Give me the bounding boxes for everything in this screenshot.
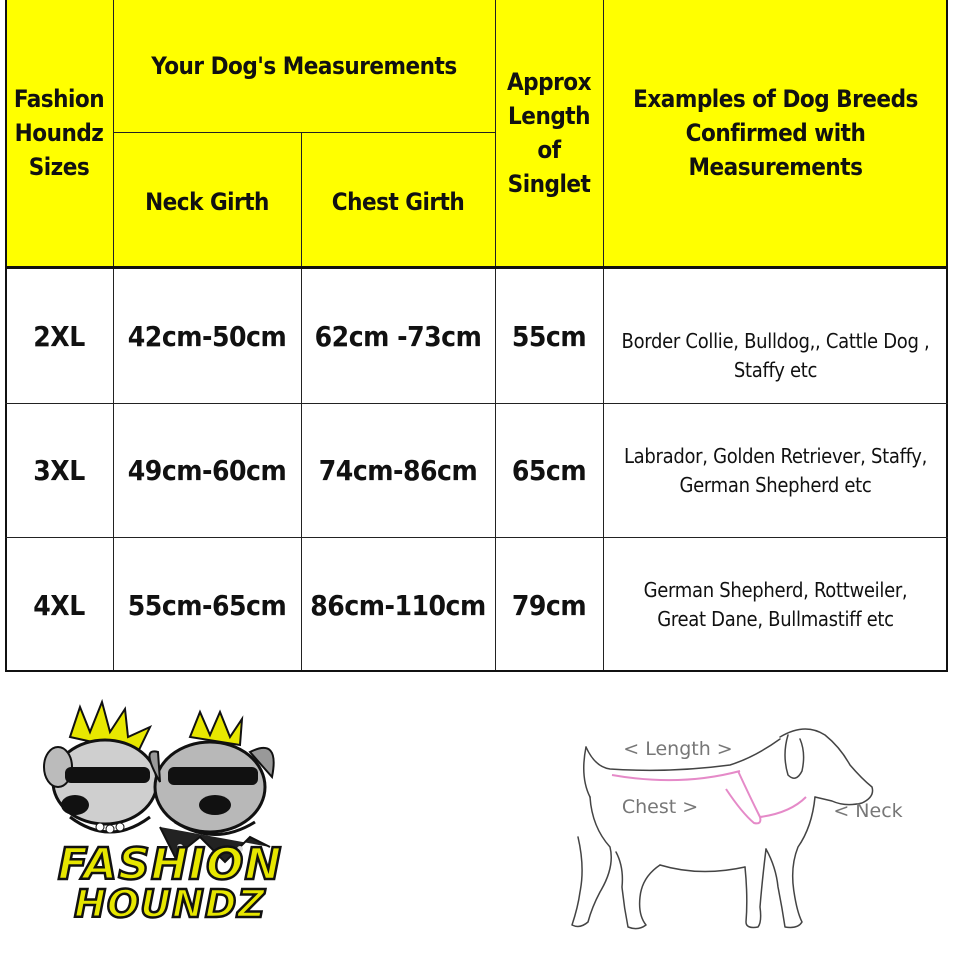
- header-chest-text: Chest Girth: [331, 188, 465, 216]
- row-divider: [5, 403, 948, 404]
- row-3xl-chest: [301, 404, 495, 537]
- dog-measurement-diagram: [550, 717, 910, 942]
- header-neck-text: Neck Girth: [145, 188, 269, 216]
- logo-line2: HOUNDZ: [74, 882, 266, 922]
- cell-text: German Shepherd, Rottweiler, Great Dane, Bullmastiff etc: [643, 578, 908, 631]
- cell-text: 49cm-60cm: [127, 454, 287, 487]
- cell-text: 42cm-50cm: [127, 319, 287, 353]
- header-bottom-border: [5, 266, 948, 269]
- table-border-right: [946, 0, 948, 672]
- dog-outline-icon: [550, 717, 910, 942]
- header-measurements: [113, 0, 495, 132]
- cell-text: Border Collie, Bulldog,, Cattle Dog , Staffy etc: [621, 329, 930, 382]
- row-4xl-neck: [113, 538, 301, 672]
- row-divider: [113, 132, 495, 133]
- logo-line1: FASHION: [57, 839, 283, 890]
- cell-text: 55cm-65cm: [127, 588, 287, 622]
- header-length-text: Approx Length of Singlet: [506, 68, 592, 198]
- header-size-text: Fashion Houndz Sizes: [13, 85, 105, 181]
- chest-label: Chest >: [621, 796, 699, 818]
- col-divider: [603, 0, 604, 672]
- cell-text: 79cm: [511, 588, 587, 622]
- neck-label: < Neck: [833, 800, 903, 822]
- row-divider: [5, 537, 948, 538]
- cell-text: 2XL: [33, 319, 85, 353]
- row-2xl-neck: [113, 269, 301, 403]
- size-chart-table: [5, 0, 948, 672]
- table-border-bottom: [5, 670, 948, 672]
- table-border-left: [5, 0, 7, 672]
- row-3xl-breeds: [603, 404, 948, 537]
- row-2xl-breeds: [603, 269, 948, 403]
- cell-text: 55cm: [511, 319, 587, 353]
- cell-text: 65cm: [511, 454, 587, 487]
- cell-text: 62cm -73cm: [314, 319, 482, 353]
- header-breeds: [603, 0, 948, 266]
- cell-text: 4XL: [33, 588, 85, 622]
- cell-text: Labrador, Golden Retriever, Staffy, German Shepherd etc: [623, 443, 928, 497]
- fashion-houndz-logo: [10, 697, 330, 922]
- cell-text: 3XL: [33, 454, 85, 487]
- cell-text: 74cm-86cm: [318, 454, 478, 487]
- header-length: [495, 0, 603, 266]
- row-3xl-size: [5, 404, 113, 537]
- row-3xl-neck: [113, 404, 301, 537]
- row-3xl-length: [495, 404, 603, 537]
- header-breeds-text: Examples of Dog Breeds Confirmed with Measurements: [633, 85, 918, 181]
- cell-text: 86cm-110cm: [310, 588, 486, 622]
- col-divider: [113, 0, 114, 672]
- row-4xl-chest: [301, 538, 495, 672]
- length-label: < Length >: [623, 738, 733, 760]
- header-measurements-text: Your Dog's Measurements: [151, 52, 457, 80]
- row-4xl-size: [5, 538, 113, 672]
- row-2xl-length: [495, 269, 603, 403]
- header-chest: [301, 132, 495, 266]
- row-4xl-breeds: [603, 538, 948, 672]
- header-size: [5, 0, 113, 266]
- col-divider: [495, 0, 496, 672]
- header-neck: [113, 132, 301, 266]
- col-divider: [301, 132, 302, 672]
- row-2xl-size: [5, 269, 113, 403]
- two-punk-dogs-icon: [10, 697, 330, 922]
- row-4xl-length: [495, 538, 603, 672]
- row-2xl-chest: [301, 269, 495, 403]
